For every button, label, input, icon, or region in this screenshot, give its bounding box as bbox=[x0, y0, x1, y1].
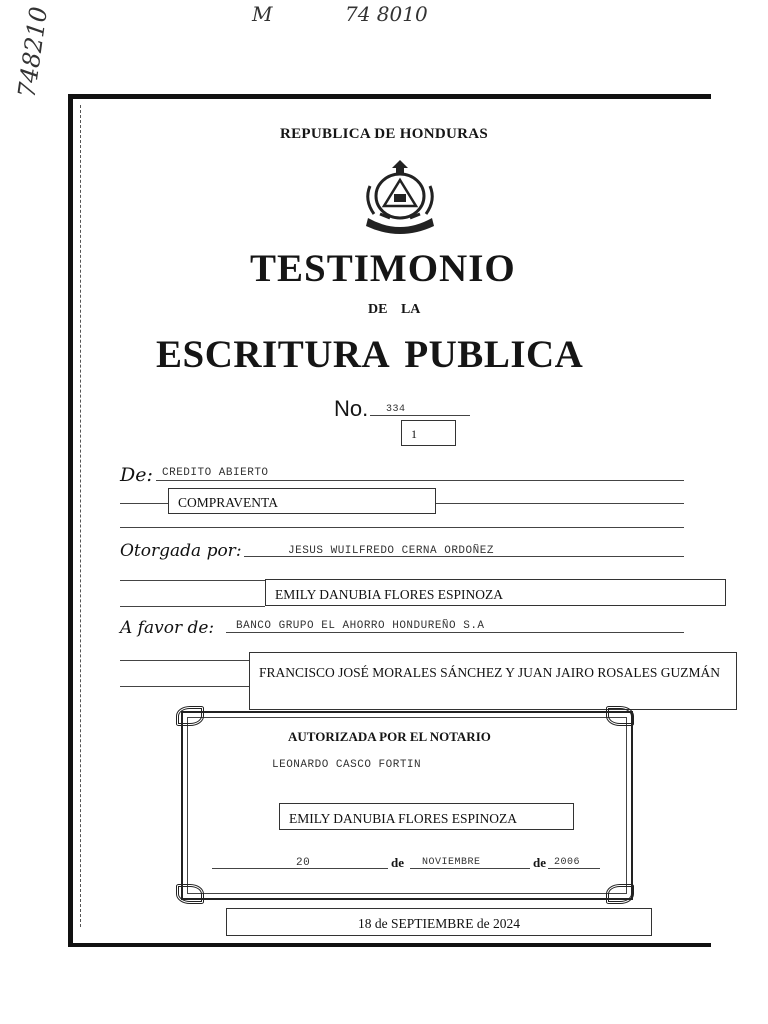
document-title: TESTIMONIO bbox=[250, 247, 516, 290]
otorgada-label: Otorgada por: bbox=[120, 541, 242, 561]
top-left-scribble: M bbox=[252, 2, 273, 26]
notary-frame-corner-br bbox=[606, 884, 634, 904]
de-original-value: CREDITO ABIERTO bbox=[162, 467, 269, 479]
document-subtitle: DE LA bbox=[368, 302, 421, 317]
number-overlay-box: 1 bbox=[401, 420, 456, 446]
original-number-value: 334 bbox=[386, 404, 406, 415]
top-right-scribble: 74 8010 bbox=[345, 2, 428, 26]
notary-frame-corner-tl bbox=[176, 706, 204, 726]
number-label: No. bbox=[334, 396, 369, 421]
favor-label: A favor de: bbox=[120, 618, 215, 638]
country-heading: REPUBLICA DE HONDURAS bbox=[280, 126, 488, 142]
notary-overlay-box: EMILY DANUBIA FLORES ESPINOZA bbox=[279, 803, 574, 830]
favor-original-value: BANCO GRUPO EL AHORRO HONDUREÑO S.A bbox=[236, 620, 485, 632]
side-handwritten-number: 748210 bbox=[12, 4, 54, 100]
coat-of-arms-emblem bbox=[360, 156, 440, 238]
de-label: De: bbox=[120, 464, 153, 486]
notary-heading: AUTORIZADA POR EL NOTARIO bbox=[288, 729, 491, 744]
notary-frame-corner-bl bbox=[176, 884, 204, 904]
favor-overlay-box: FRANCISCO JOSÉ MORALES SÁNCHEZ Y JUAN JAIRO ROSALES GUZMÁN bbox=[249, 652, 737, 710]
notary-original-name: LEONARDO CASCO FORTIN bbox=[272, 759, 422, 771]
notary-date-month: NOVIEMBRE bbox=[422, 857, 481, 868]
footer-date-box: 18 de SEPTIEMBRE de 2024 bbox=[226, 908, 652, 936]
notary-date-day: 20 bbox=[296, 857, 311, 869]
notary-date-year: 2006 bbox=[554, 857, 581, 868]
notary-date-de2: de bbox=[533, 855, 546, 870]
notary-frame-corner-tr bbox=[606, 706, 634, 726]
otorgada-original-value: JESUS WUILFREDO CERNA ORDOÑEZ bbox=[288, 545, 494, 557]
de-overlay-box: COMPRAVENTA bbox=[168, 488, 436, 514]
document-main-title: ESCRITURA PUBLICA bbox=[156, 333, 584, 376]
notary-date-de1: de bbox=[391, 855, 404, 870]
otorgada-overlay-box: EMILY DANUBIA FLORES ESPINOZA bbox=[265, 579, 726, 606]
